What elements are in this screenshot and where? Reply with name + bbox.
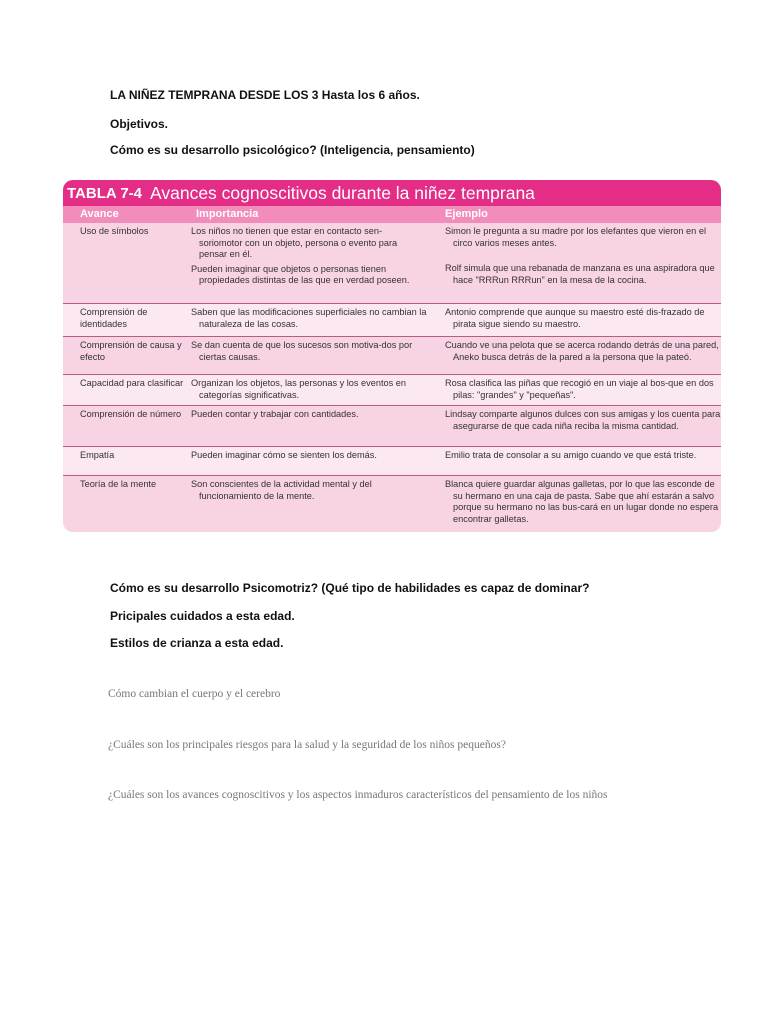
- cell-ejemplo: Cuando ve una pelota que se acerca rodando detrás de una pared, Aneko busca detrás de la pared a la persona que la pateó.: [445, 340, 719, 362]
- cell-ejemplo: Emilio trata de consolar a su amigo cuando ve que está triste.: [445, 450, 697, 460]
- cell-avance: Comprensión de identidades: [80, 307, 148, 329]
- cell-avance: Uso de símbolos: [80, 226, 149, 236]
- note-cognitive-advances: ¿Cuáles son los avances cognoscitivos y los aspectos inmaduros característicos del pensamiento de los niños: [108, 789, 608, 801]
- cell-ejemplo: [445, 226, 715, 286]
- importancia-line: Los niños no tienen que estar en contacto sen-soriomotor con un objeto, persona o evento para pensar en él.: [191, 226, 398, 260]
- table-row: [63, 375, 721, 406]
- table-row: [63, 447, 721, 476]
- table-title-bar: [63, 180, 721, 206]
- ejemplo-line: Rolf simula que una rebanada de manzana es una aspiradora que hace "RRRun RRRun" en la mesa de la cocina.: [445, 263, 715, 285]
- note-body-brain: Cómo cambian el cuerpo y el cerebro: [108, 688, 281, 700]
- cognitive-advances-table: [63, 180, 721, 532]
- table-label: TABLA 7-4: [67, 184, 142, 202]
- cell-importancia: Pueden contar y trabajar con cantidades.: [191, 409, 359, 419]
- header-ejemplo: Ejemplo: [445, 208, 488, 220]
- cell-ejemplo: Lindsay comparte algunos dulces con sus amigas y los cuenta para asegurarse de que cada niña reciba la misma cantidad.: [445, 409, 721, 431]
- cell-importancia: Organizan los objetos, las personas y los eventos en categorías significativas.: [191, 378, 407, 400]
- cell-avance: Comprensión de número: [80, 409, 182, 419]
- table-row: [63, 223, 721, 304]
- note-health-risks: ¿Cuáles son los principales riesgos para la salud y la seguridad de los niños pequeños?: [108, 739, 506, 751]
- question-care: Pricipales cuidados a esta edad.: [110, 609, 295, 623]
- ejemplo-line: Simon le pregunta a su madre por los elefantes que vieron en el circo varios meses antes.: [445, 226, 706, 248]
- cell-importancia: Pueden imaginar cómo se sienten los demás.: [191, 450, 377, 460]
- cell-avance: Comprensión de causa y efecto: [80, 340, 182, 362]
- cell-importancia: Son conscientes de la actividad mental y del funcionamiento de la mente.: [191, 479, 372, 501]
- importancia-line: Pueden imaginar que objetos o personas tienen propiedades distintas de las que en verdad poseen.: [191, 263, 410, 286]
- objectives-label: Objetivos.: [110, 117, 169, 131]
- table-row: [63, 476, 721, 532]
- table-row: [63, 406, 721, 447]
- cell-avance: Teoría de la mente: [80, 479, 157, 489]
- cell-ejemplo: Antonio comprende que aunque su maestro esté dis-frazado de pirata sigue siendo su maestro.: [445, 307, 705, 329]
- cell-importancia: Se dan cuenta de que los sucesos son motiva-dos por ciertas causas.: [191, 340, 413, 362]
- cell-avance: Capacidad para clasificar: [80, 378, 184, 388]
- cell-avance: Empatía: [80, 450, 115, 460]
- table-header-row: [63, 206, 721, 223]
- cell-importancia: Saben que las modificaciones superficiales no cambian la naturaleza de las cosas.: [191, 307, 427, 329]
- table-row: [63, 304, 721, 337]
- cell-ejemplo: Rosa clasifica las piñas que recogió en un viaje al bos-que en dos pilas: "grandes" y "pequeñas".: [445, 378, 714, 400]
- cell-importancia: [191, 226, 423, 287]
- question-psychomotor: Cómo es su desarrollo Psicomotriz? (Qué tipo de habilidades es capaz de dominar?: [110, 581, 590, 595]
- question-psychological: Cómo es su desarrollo psicológico? (Inteligencia, pensamiento): [110, 143, 475, 157]
- cell-ejemplo: Blanca quiere guardar algunas galletas, por lo que las esconde de su hermano en una caja de pasta. Sabe que ahí estarán a salvo porque su hermano no las bus-cará en un lugar donde no espera encontrar galletas.: [445, 479, 719, 524]
- table-row: [63, 337, 721, 375]
- table-title: Avances cognoscitivos durante la niñez temprana: [150, 182, 535, 203]
- header-avance: Avance: [80, 208, 119, 220]
- question-parenting: Estilos de crianza a esta edad.: [110, 636, 284, 650]
- header-importancia: Importancia: [196, 208, 259, 220]
- document-heading: LA NIÑEZ TEMPRANA DESDE LOS 3 Hasta los 6 años.: [110, 88, 420, 102]
